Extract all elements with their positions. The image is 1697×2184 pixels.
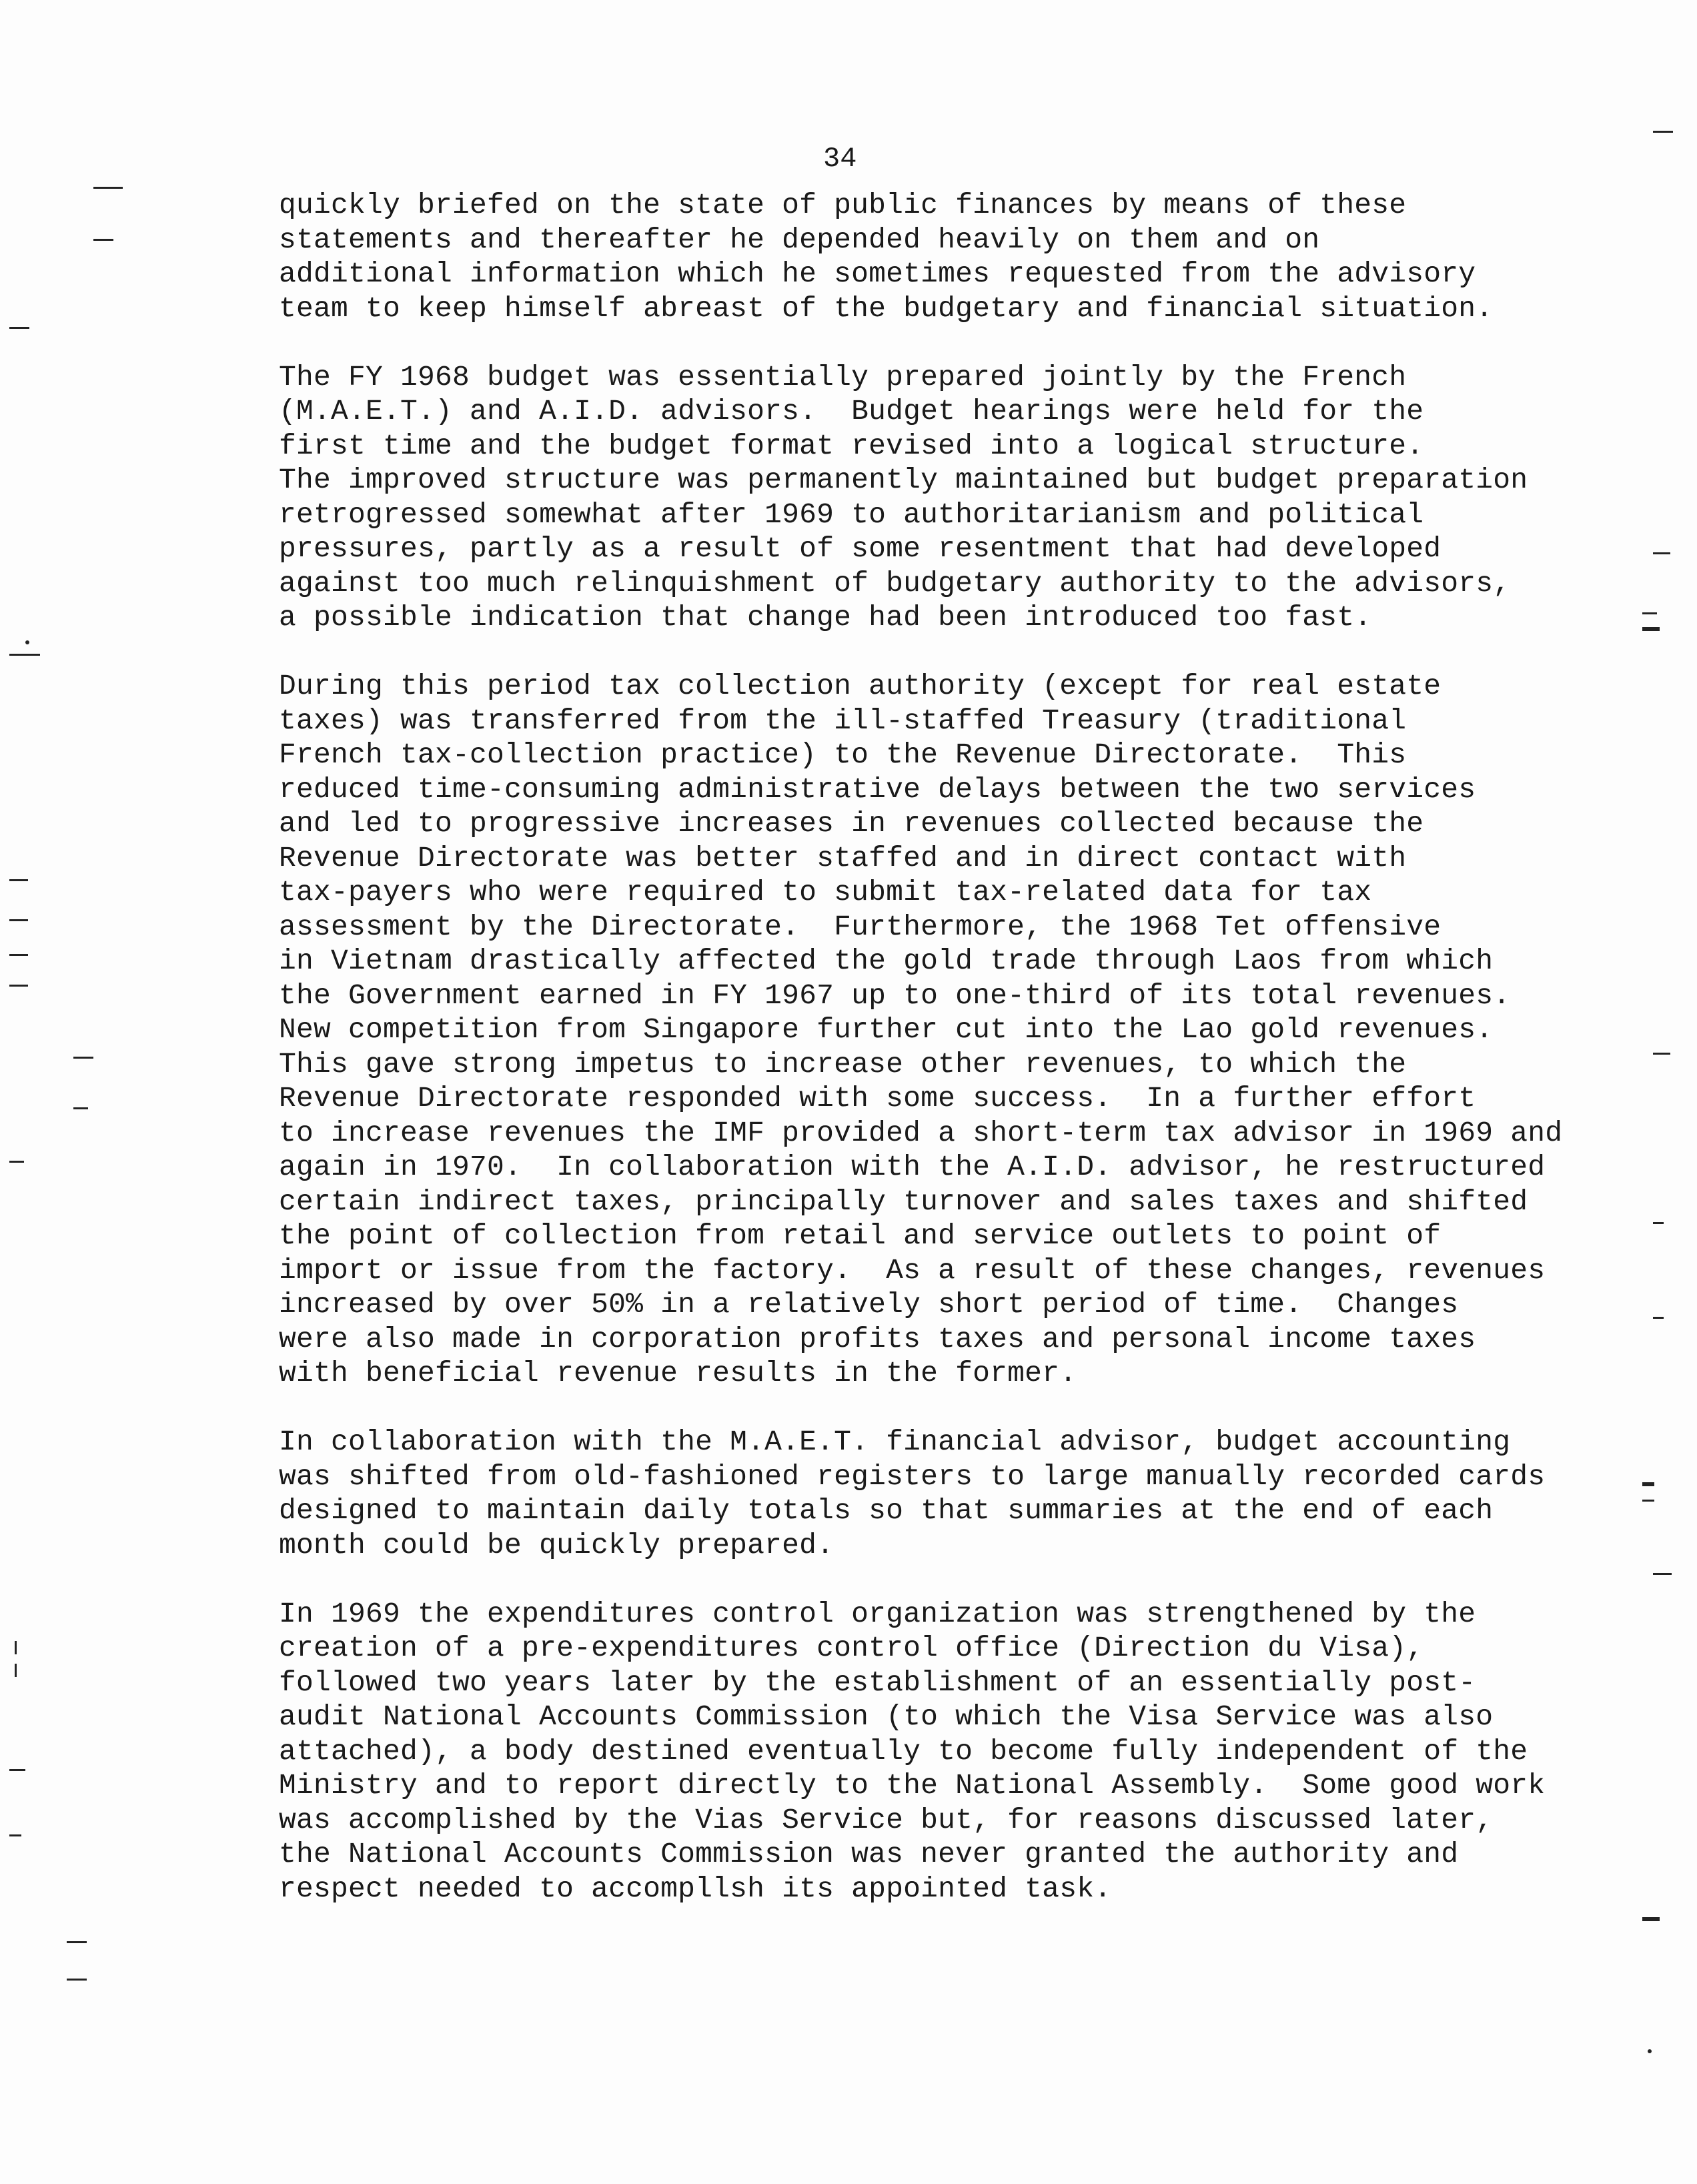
scan-artifact-mark	[73, 1107, 88, 1109]
scan-artifact-mark	[1653, 131, 1673, 133]
paragraph	[279, 188, 1580, 326]
text-line: Revenue Directorate was better staffed and in direct contact with	[279, 841, 1407, 875]
text-line: the Government earned in FY 1967 up to one-third of its total revenues.	[279, 979, 1511, 1012]
text-line: reduced time-consuming administrative delays between the two services	[279, 772, 1476, 806]
text-line: followed two years later by the establishment of an essentially post-	[279, 1666, 1476, 1699]
text-line: This gave strong impetus to increase other revenues, to which the	[279, 1047, 1407, 1081]
text-line: and led to progressive increases in revenues collected because the	[279, 807, 1424, 840]
scan-artifact-mark	[1642, 1500, 1654, 1502]
text-line: respect needed to accompllsh its appointed task.	[279, 1872, 1112, 1905]
scan-artifact-mark	[1653, 552, 1670, 554]
scan-artifact-mark	[1653, 1573, 1672, 1575]
text-line: the National Accounts Commission was never granted the authority and	[279, 1838, 1459, 1870]
text-line: attached), a body destined eventually to become fully independent of the	[279, 1734, 1528, 1768]
scan-artifact-mark	[93, 239, 113, 241]
scan-artifact-mark	[9, 879, 28, 881]
scan-artifact-dot	[1648, 2049, 1652, 2053]
scan-artifact-tick	[15, 1641, 17, 1654]
scan-artifact-mark	[1653, 1053, 1670, 1055]
scan-artifact-mark	[73, 1057, 93, 1059]
scan-artifact-mark	[9, 919, 28, 921]
text-line: against too much relinquishment of budgetary authority to the advisors,	[279, 566, 1511, 600]
scan-artifact-mark	[9, 954, 28, 956]
scan-artifact-mark	[67, 1979, 87, 1981]
text-line: was shifted from old-fashioned registers to large manually recorded cards	[279, 1460, 1546, 1493]
text-line: month could be quickly prepared.	[279, 1528, 834, 1562]
scan-artifact-mark	[9, 1769, 25, 1771]
body-text	[279, 188, 1580, 1941]
text-line: assessment by the Directorate. Furthermore, the 1968 Tet offensive	[279, 910, 1442, 943]
text-line: the point of collection from retail and service outlets to point of	[279, 1219, 1442, 1252]
text-line: increased by over 50% in a relatively short period of time. Changes	[279, 1288, 1459, 1321]
paragraph	[279, 1597, 1580, 1906]
text-line: in Vietnam drastically affected the gold trade through Laos from which	[279, 945, 1494, 977]
text-line: first time and the budget format revised into a logical structure.	[279, 429, 1424, 462]
scan-artifact-mark	[9, 985, 28, 987]
text-line: again in 1970. In collaboration with the A.I.D. advisor, he restructured	[279, 1151, 1546, 1183]
paragraph	[279, 669, 1580, 1391]
page-number: 34	[823, 143, 857, 175]
text-line: (M.A.E.T.) and A.I.D. advisors. Budget hearings were held for the	[279, 395, 1424, 428]
scan-artifact-dot	[25, 640, 29, 644]
text-line: quickly briefed on the state of public finances by means of these	[279, 189, 1407, 221]
text-line: certain indirect taxes, principally turnover and sales taxes and shifted	[279, 1185, 1528, 1218]
text-line: taxes) was transferred from the ill-staffed Treasury (traditional	[279, 704, 1407, 737]
text-line: to increase revenues the IMF provided a short-term tax advisor in 1969 and	[279, 1116, 1563, 1149]
scan-artifact-mark	[1642, 1482, 1654, 1486]
text-line: During this period tax collection authority (except for real estate	[279, 670, 1442, 702]
text-line: a possible indication that change had been introduced too fast.	[279, 601, 1372, 634]
scan-artifact-mark	[9, 327, 29, 329]
scan-artifact-mark	[1642, 1917, 1660, 1921]
text-line: team to keep himself abreast of the budgetary and financial situation.	[279, 292, 1494, 325]
scan-artifact-mark	[9, 1161, 24, 1163]
text-line: In collaboration with the M.A.E.T. financial advisor, budget accounting	[279, 1426, 1511, 1458]
text-line: French tax-collection practice) to the Revenue Directorate. This	[279, 738, 1407, 771]
text-line: New competition from Singapore further cut into the Lao gold revenues.	[279, 1013, 1494, 1046]
text-line: The improved structure was permanently maintained but budget preparation	[279, 464, 1528, 496]
scan-artifact-mark	[1653, 1222, 1664, 1224]
text-line: creation of a pre-expenditures control office (Direction du Visa),	[279, 1632, 1424, 1664]
paragraph	[279, 360, 1580, 635]
text-line: Ministry and to report directly to the National Assembly. Some good work	[279, 1769, 1546, 1802]
scan-artifact-mark	[1653, 1317, 1664, 1319]
scan-artifact-mark	[9, 1834, 21, 1836]
scan-artifact-mark	[1642, 627, 1660, 631]
text-line: Revenue Directorate responded with some success. In a further effort	[279, 1082, 1476, 1115]
scan-artifact-mark	[9, 654, 40, 656]
text-line: was accomplished by the Vias Service but, for reasons discussed later,	[279, 1803, 1494, 1836]
text-line: audit National Accounts Commission (to which the Visa Service was also	[279, 1700, 1494, 1733]
scan-artifact-mark	[93, 187, 123, 189]
text-line: statements and thereafter he depended heavily on them and on	[279, 223, 1320, 256]
scan-artifact-mark	[1642, 612, 1657, 614]
text-line: designed to maintain daily totals so that summaries at the end of each	[279, 1494, 1494, 1527]
text-line: tax-payers who were required to submit tax-related data for tax	[279, 876, 1372, 909]
scan-artifact-mark	[67, 1941, 87, 1943]
text-line: retrogressed somewhat after 1969 to authoritarianism and political	[279, 498, 1424, 531]
text-line: In 1969 the expenditures control organization was strengthened by the	[279, 1597, 1476, 1630]
paragraph	[279, 1425, 1580, 1562]
text-line: The FY 1968 budget was essentially prepared jointly by the French	[279, 360, 1407, 394]
text-line: with beneficial revenue results in the former.	[279, 1357, 1077, 1390]
text-line: import or issue from the factory. As a result of these changes, revenues	[279, 1253, 1546, 1287]
text-line: pressures, partly as a result of some resentment that had developed	[279, 532, 1442, 565]
text-line: were also made in corporation profits taxes and personal income taxes	[279, 1322, 1476, 1355]
scan-artifact-tick	[15, 1664, 17, 1677]
text-line: additional information which he sometimes requested from the advisory	[279, 257, 1476, 290]
